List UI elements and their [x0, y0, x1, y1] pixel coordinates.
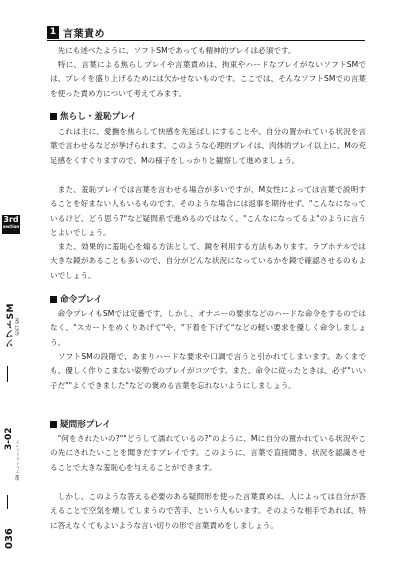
intro-paragraph-2: 特に、言葉による焦らしプレイや言葉責めは、拘束やハードなプレイがないソフトSMでは、プレイを盛り上げるためには欠かせないものです。ここでは、そんなソフトSMでの言葉を使った責め方について考えてみます。: [50, 60, 366, 98]
section-1-paragraph-3: また、効果的に羞恥心を煽る方法として、鏡を利用する方法もあります。ラブホテルでは大きな鏡があることも多いので、自分がどんな状況になっているかを鏡で確認させるのもよいでしょう。: [50, 242, 366, 280]
sidebar-tab-number: 3rd: [3, 215, 19, 224]
section-title-text: 命令プレイ: [60, 295, 103, 305]
section-title-1: [50, 110, 137, 122]
sidebar-divider: [7, 366, 8, 382]
section-marker-icon: [50, 296, 57, 303]
sidebar-tab-sub: section: [2, 224, 20, 229]
section-title-2: [50, 293, 102, 305]
sidebar-book-title: ソフトSM: [6, 303, 16, 348]
section-3-paragraph-2: しかし、このような答える必要のある疑問形を使った言葉責めは、人によっては自分が答えることで空気を壊してしまうので苦手、という人もいます。そのような相手であれば、特に答えなくてもよいような言い切りの形で言葉責めをしましょう。: [50, 492, 366, 530]
sidebar-section-code: 3-02: [4, 427, 14, 450]
section-2-paragraph-1: 命令プレイもSMでは定番です。しかし、オナニーの要求などのハードな命令をするのではなく、"スカートをめくりあげて"や、"下着を下げて"などの軽い要求を優しく命令しましょう。: [50, 309, 366, 347]
chapter-number-badge: 1: [47, 26, 59, 39]
chapter-header: [47, 24, 365, 40]
intro-paragraph-1: 先にも述べたように、ソフトSMであっても精神的プレイは必須です。: [50, 46, 296, 55]
section-title-text: 疑問形プレイ: [60, 420, 111, 430]
page-number: 036: [4, 528, 15, 549]
section-title-3: [50, 418, 111, 430]
section-1-paragraph-1: これは主に、愛撫を焦らして快感を先延ばしにすることや、自分の置かれている状況を言葉で言わせるなどが挙げられます。このような心理的プレイは、肉体的プレイ以上に、Mの充足感をくすぐりますので、Mの様子をしっかりと観察して進めましょう。: [50, 127, 366, 165]
section-title-text: 焦らし・羞恥プレイ: [60, 112, 137, 122]
section-marker-icon: [50, 421, 57, 428]
section-3-paragraph-1: "何をされたいの?""どうして濡れているの?"のように、Mに自分の置かれている状況やこの先にされたいことを聞きだすプレイです。このように、言葉で直接聞き、状況を認識させることで大きな羞恥心を与えることができます。: [50, 434, 366, 472]
sidebar-chapter-tab: [2, 215, 20, 234]
section-marker-icon: [50, 113, 57, 120]
chapter-title: 言葉責め: [63, 28, 105, 40]
section-1-paragraph-2: また、羞恥プレイでは言葉を言わせる場合が多いですが、M女性によっては言葉で説明することを好まない人もいるものです。そのような場合には返事を期待せず、"こんなになっているけど、どう思う?"など疑問系で進めるのではなく、"こんなになってるよ"のように言うとよいでしょう。: [50, 185, 366, 238]
sidebar-divider: [7, 495, 8, 509]
sidebar-book-title-sub: SOFT SM: [15, 318, 20, 336]
section-2-paragraph-2: ソフトSMの段階で、あまりハードな要求や口調で言うと引かれてしまいます。あくまでも、優しく作りこまない姿勢でのプレイがコツです。また、命令に従ったときは、必ず"いい子だ""よくできました"などの褒める言葉を忘れないようにしましょう。: [50, 352, 366, 390]
chapter-divider: [47, 40, 365, 41]
sidebar-section-sub: SM プレイ テクニック: [15, 440, 20, 481]
